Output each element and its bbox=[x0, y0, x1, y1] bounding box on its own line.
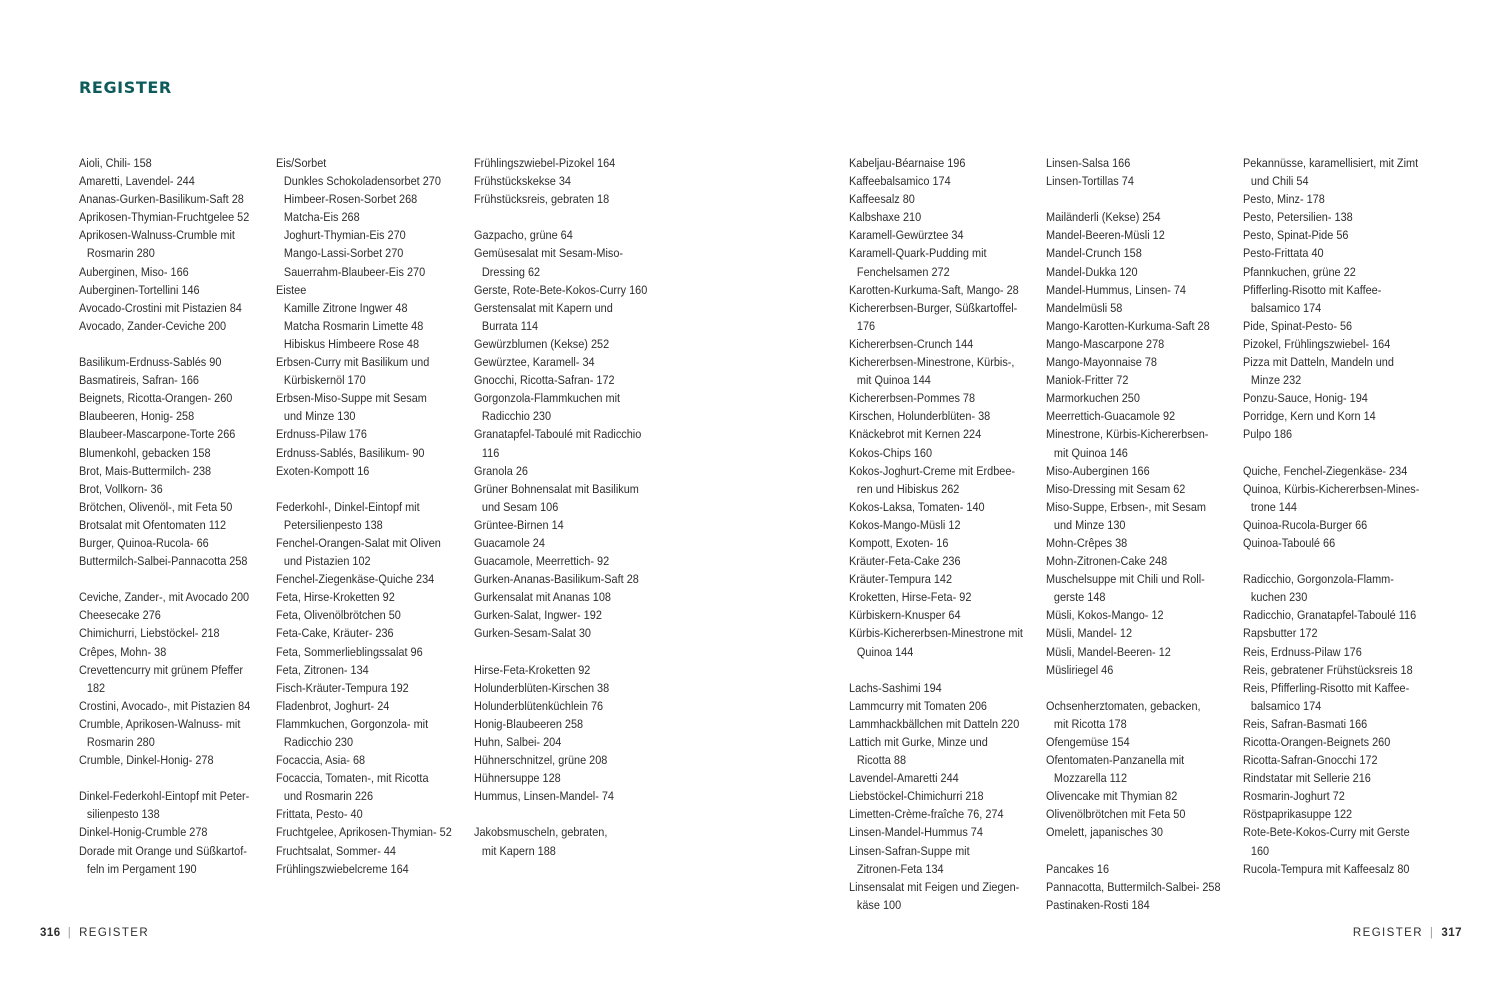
index-entry-line: balsamico 174 bbox=[1250, 300, 1322, 315]
index-entry-line: Flammkuchen, Gorgonzola- mit bbox=[276, 716, 429, 731]
blank-line bbox=[849, 661, 1023, 679]
index-entry-line: Pizokel, Frühlingszwiebel- 164 bbox=[1243, 336, 1391, 351]
index-entry-line: Radicchio, Gorgonzola-Flamm- bbox=[1243, 572, 1394, 587]
index-entry-line: Linsen-Safran-Suppe mit bbox=[849, 843, 970, 858]
index-entry-line: Kalbshaxe 210 bbox=[849, 210, 922, 225]
index-entry-line: Kürbiskernöl 170 bbox=[283, 373, 366, 388]
blank-line bbox=[1046, 842, 1221, 860]
index-entry-line: trone 144 bbox=[1250, 499, 1297, 514]
index-entry-line: Pide, Spinat-Pesto- 56 bbox=[1243, 318, 1353, 333]
index-entry-line: Gerste, Rote-Bete-Kokos-Curry 160 bbox=[474, 282, 648, 297]
index-entry-line: Pesto, Minz- 178 bbox=[1243, 192, 1325, 207]
index-entry-line: kuchen 230 bbox=[1250, 590, 1308, 605]
index-entry-line: Mailänderli (Kekse) 254 bbox=[1046, 210, 1161, 225]
index-entry-line: Dinkel-Federkohl-Eintopf mit Peter- bbox=[79, 789, 250, 804]
index-entry-line: mit Kapern 188 bbox=[481, 843, 556, 858]
index-entry-line: Feta, Sommerlieblingssalat 96 bbox=[276, 644, 423, 659]
footer-separator: | bbox=[1429, 927, 1435, 939]
index-entry-line: Frühstücksreis, gebraten 18 bbox=[474, 192, 610, 207]
index-entry-line: Kürbis-Kichererbsen-Minestrone mit bbox=[849, 626, 1023, 641]
index-entry-line: Linsen-Salsa 166 bbox=[1046, 156, 1131, 170]
index-entry-line: Matcha-Eis 268 bbox=[283, 210, 360, 225]
index-entry-line: Porridge, Kern und Korn 14 bbox=[1243, 409, 1376, 424]
index-entry-line: Mandel-Dukka 120 bbox=[1046, 264, 1138, 279]
index-entry-line: Knäckebrot mit Kernen 224 bbox=[849, 427, 982, 442]
index-entry-line: Mandel-Crunch 158 bbox=[1046, 246, 1142, 261]
index-entry-line: käse 100 bbox=[856, 897, 902, 912]
index-entry-line: Frühlingszwiebel-Pizokel 164 bbox=[474, 156, 616, 170]
right-page-footer bbox=[1353, 927, 1462, 939]
index-entry-line: Röstpaprikasuppe 122 bbox=[1243, 807, 1353, 822]
index-entry-line: Linsen-Tortillas 74 bbox=[1046, 174, 1134, 189]
index-entry-line: Kichererbsen-Burger, Süßkartoffel- bbox=[849, 300, 1018, 315]
left-page-number: 316 bbox=[40, 927, 61, 939]
index-entry-line: Aprikosen-Thymian-Fruchtgelee 52 bbox=[79, 210, 250, 225]
footer-separator: | bbox=[67, 927, 73, 939]
index-entry-line: Mandel-Hummus, Linsen- 74 bbox=[1046, 282, 1187, 297]
index-entry-line: Avocado-Crostini mit Pistazien 84 bbox=[79, 300, 242, 315]
index-entry-line: Rindstatar mit Sellerie 216 bbox=[1243, 771, 1371, 786]
index-entry-line: Müsli, Mandel- 12 bbox=[1046, 626, 1133, 641]
index-entry-line: Ananas-Gurken-Basilikum-Saft 28 bbox=[79, 192, 244, 207]
index-entry-line: Erbsen-Miso-Suppe mit Sesam bbox=[276, 391, 427, 406]
index-entry-line: Frühlingszwiebelcreme 164 bbox=[276, 861, 409, 876]
index-entry-line: Kräuter-Feta-Cake 236 bbox=[849, 554, 961, 569]
index-entry-line: Joghurt-Thymian-Eis 270 bbox=[283, 228, 406, 243]
index-entry-line: mit Quinoa 144 bbox=[856, 373, 931, 388]
index-entry-line: Dinkel-Honig-Crumble 278 bbox=[79, 825, 208, 840]
index-entry-line: Lammhackbällchen mit Datteln 220 bbox=[849, 716, 1020, 731]
index-entry-line: Ofengemüse 154 bbox=[1046, 735, 1130, 749]
index-entry-line: Kürbiskern-Knusper 64 bbox=[849, 608, 961, 623]
index-entry-line: Frittata, Pesto- 40 bbox=[276, 807, 363, 822]
index-entry-line: Reis, gebratener Frühstücksreis 18 bbox=[1243, 662, 1413, 677]
index-column-3 bbox=[474, 154, 647, 860]
index-entry-line: Eis/Sorbet bbox=[276, 156, 327, 170]
index-entry-line: Feta, Olivenölbrötchen 50 bbox=[276, 608, 401, 623]
index-entry-line: balsamico 174 bbox=[1250, 698, 1322, 713]
index-entry-line: Pekannüsse, karamellisiert, mit Zimt bbox=[1243, 156, 1419, 170]
index-entry-line: Mozzarella 112 bbox=[1053, 771, 1128, 786]
blank-line bbox=[1243, 552, 1419, 570]
index-entry-line: Brötchen, Olivenöl-, mit Feta 50 bbox=[79, 499, 233, 514]
index-entry-line: Lammcurry mit Tomaten 206 bbox=[849, 698, 987, 713]
index-entry-line: silienpesto 138 bbox=[86, 807, 160, 822]
index-entry-line: Rote-Bete-Kokos-Curry mit Gerste bbox=[1243, 825, 1410, 840]
index-entry-line: Federkohl-, Dinkel-Eintopf mit bbox=[276, 499, 420, 514]
index-entry-line: und Sesam 106 bbox=[481, 499, 559, 514]
index-entry-line: Pancakes 16 bbox=[1046, 861, 1110, 876]
index-entry-line: Minestrone, Kürbis-Kichererbsen- bbox=[1046, 427, 1209, 442]
index-entry-line: Mohn-Crêpes 38 bbox=[1046, 535, 1128, 550]
index-entry-line: Frühstückskekse 34 bbox=[474, 174, 571, 189]
index-entry-line: Limetten-Crème-fraîche 76, 274 bbox=[849, 807, 1004, 822]
index-entry-line: Dorade mit Orange und Süßkartof- bbox=[79, 843, 247, 858]
index-entry-line: Burrata 114 bbox=[481, 318, 539, 333]
index-entry-line: Kokos-Joghurt-Creme mit Erdbee- bbox=[849, 463, 1016, 478]
index-entry-line: ren und Hibiskus 262 bbox=[856, 481, 960, 496]
index-entry-line: Hibiskus Himbeere Rose 48 bbox=[283, 336, 420, 351]
index-entry-line: Cheesecake 276 bbox=[79, 608, 161, 623]
index-entry-line: Olivenölbrötchen mit Feta 50 bbox=[1046, 807, 1186, 822]
blank-line bbox=[474, 805, 647, 823]
index-entry-line: Mandelmüsli 58 bbox=[1046, 300, 1123, 315]
index-entry-line: Pesto, Spinat-Pide 56 bbox=[1243, 228, 1349, 243]
index-entry-line: Minze 232 bbox=[1250, 373, 1302, 388]
index-entry-line: Kichererbsen-Minestrone, Kürbis-, bbox=[849, 355, 1015, 370]
index-entry-line: Hühnersuppe 128 bbox=[474, 771, 561, 786]
index-entry-line: Mango-Karotten-Kurkuma-Saft 28 bbox=[1046, 318, 1210, 333]
index-entry-line: Pizza mit Datteln, Mandeln und bbox=[1243, 355, 1394, 370]
index-entry-line: Hühnerschnitzel, grüne 208 bbox=[474, 753, 608, 768]
index-entry-line: Pulpo 186 bbox=[1243, 427, 1293, 442]
index-entry-line: Blaubeeren, Honig- 258 bbox=[79, 409, 195, 424]
index-entry-line: Rapsbutter 172 bbox=[1243, 626, 1318, 641]
blank-line bbox=[79, 769, 250, 787]
index-entry-line: Auberginen-Tortellini 146 bbox=[79, 282, 200, 297]
index-entry-line: Miso-Auberginen 166 bbox=[1046, 463, 1150, 478]
index-entry-line: Gnocchi, Ricotta-Safran- 172 bbox=[474, 373, 615, 388]
index-entry-line: Basmatireis, Safran- 166 bbox=[79, 373, 199, 388]
index-entry-line: Mango-Lassi-Sorbet 270 bbox=[283, 246, 404, 261]
index-entry-line: Focaccia, Asia- 68 bbox=[276, 753, 366, 768]
index-entry-line: Erdnuss-Sablés, Basilikum- 90 bbox=[276, 445, 425, 460]
index-entry-line: Auberginen, Miso- 166 bbox=[79, 264, 189, 279]
index-entry-line: Aioli, Chili- 158 bbox=[79, 156, 152, 170]
index-entry-line: Granatapfel-Taboulé mit Radicchio bbox=[474, 427, 642, 442]
index-entry-line: Gewürzblumen (Kekse) 252 bbox=[474, 336, 610, 351]
index-entry-line: Gemüsesalat mit Sesam-Miso- bbox=[474, 246, 624, 261]
index-entry-line: Reis, Erdnuss-Pilaw 176 bbox=[1243, 644, 1362, 659]
index-entry-line: Huhn, Salbei- 204 bbox=[474, 735, 562, 749]
index-entry-line: Liebstöckel-Chimichurri 218 bbox=[849, 789, 984, 804]
index-entry-line: Müsli, Mandel-Beeren- 12 bbox=[1046, 644, 1171, 659]
index-entry-line: Himbeer-Rosen-Sorbet 268 bbox=[283, 192, 418, 207]
index-entry-line: Hummus, Linsen-Mandel- 74 bbox=[474, 789, 615, 804]
blank-line bbox=[474, 208, 647, 226]
index-entry-line: Basilikum-Erdnuss-Sablés 90 bbox=[79, 355, 222, 370]
index-entry-line: Fruchtsalat, Sommer- 44 bbox=[276, 843, 396, 858]
index-entry-line: Aprikosen-Walnuss-Crumble mit bbox=[79, 228, 235, 243]
index-column-5 bbox=[1046, 154, 1221, 914]
index-entry-line: Fladenbrot, Joghurt- 24 bbox=[276, 698, 390, 713]
index-column-1 bbox=[79, 154, 250, 878]
index-entry-line: Holunderblüten-Kirschen 38 bbox=[474, 680, 610, 695]
index-entry-line: Ricotta-Orangen-Beignets 260 bbox=[1243, 735, 1391, 749]
index-entry-line: Pesto-Frittata 40 bbox=[1243, 246, 1324, 261]
index-entry-line: Fisch-Kräuter-Tempura 192 bbox=[276, 680, 409, 695]
index-entry-line: Gurken-Ananas-Basilikum-Saft 28 bbox=[474, 572, 639, 587]
index-column-2 bbox=[276, 154, 452, 878]
index-column-4 bbox=[849, 154, 1023, 914]
index-entry-line: Linsensalat mit Feigen und Ziegen- bbox=[849, 879, 1020, 894]
index-entry-line: Gazpacho, grüne 64 bbox=[474, 228, 573, 243]
index-entry-line: Focaccia, Tomaten-, mit Ricotta bbox=[276, 771, 429, 786]
blank-line bbox=[79, 570, 250, 588]
index-entry-line: Lachs-Sashimi 194 bbox=[849, 680, 942, 695]
index-entry-line: Mango-Mayonnaise 78 bbox=[1046, 355, 1157, 370]
index-entry-line: Guacamole, Meerrettich- 92 bbox=[474, 554, 610, 569]
index-entry-line: Radicchio 230 bbox=[481, 409, 552, 424]
index-entry-line: Mango-Mascarpone 278 bbox=[1046, 336, 1165, 351]
index-entry-line: Pannacotta, Buttermilch-Salbei- 258 bbox=[1046, 879, 1221, 894]
index-entry-line: Kaffeesalz 80 bbox=[849, 192, 915, 207]
index-entry-line: Gorgonzola-Flammkuchen mit bbox=[474, 391, 621, 406]
index-entry-line: Ricotta 88 bbox=[856, 753, 907, 768]
index-entry-line: Quiche, Fenchel-Ziegenkäse- 234 bbox=[1243, 463, 1408, 478]
page-title: REGISTER bbox=[79, 78, 172, 97]
index-entry-line: Ceviche, Zander-, mit Avocado 200 bbox=[79, 590, 250, 605]
index-entry-line: mit Quinoa 146 bbox=[1053, 445, 1128, 460]
index-entry-line: und Pistazien 102 bbox=[283, 554, 371, 569]
left-running-head: REGISTER bbox=[79, 927, 150, 939]
index-entry-line: Fruchtgelee, Aprikosen-Thymian- 52 bbox=[276, 825, 452, 840]
index-entry-line: Gurken-Salat, Ingwer- 192 bbox=[474, 608, 602, 623]
blank-line bbox=[1243, 444, 1419, 462]
index-entry-line: Kirschen, Holunderblüten- 38 bbox=[849, 409, 991, 424]
index-entry-line: Brot, Mais-Buttermilch- 238 bbox=[79, 463, 212, 478]
index-entry-line: Crumble, Dinkel-Honig- 278 bbox=[79, 753, 214, 768]
index-entry-line: Zitronen-Feta 134 bbox=[856, 861, 944, 876]
index-entry-line: Rosmarin-Joghurt 72 bbox=[1243, 789, 1345, 804]
index-entry-line: Feta-Cake, Kräuter- 236 bbox=[276, 626, 394, 641]
index-entry-line: Gewürztee, Karamell- 34 bbox=[474, 355, 595, 370]
index-entry-line: Guacamole 24 bbox=[474, 535, 545, 550]
index-entry-line: und Rosmarin 226 bbox=[283, 789, 374, 804]
index-entry-line: Gurkensalat mit Ananas 108 bbox=[474, 590, 611, 605]
index-entry-line: Brotsalat mit Ofentomaten 112 bbox=[79, 517, 227, 532]
index-entry-line: Honig-Blaubeeren 258 bbox=[474, 716, 584, 731]
index-entry-line: Gerstensalat mit Kapern und bbox=[474, 300, 613, 315]
blank-line bbox=[1046, 679, 1221, 697]
index-entry-line: Linsen-Mandel-Hummus 74 bbox=[849, 825, 983, 840]
index-entry-line: 116 bbox=[481, 445, 500, 460]
index-entry-line: Pfifferling-Risotto mit Kaffee- bbox=[1243, 282, 1382, 297]
index-entry-line: Quinoa, Kürbis-Kichererbsen-Mines- bbox=[1243, 481, 1420, 496]
index-entry-line: Dressing 62 bbox=[481, 264, 541, 279]
index-entry-line: Olivencake mit Thymian 82 bbox=[1046, 789, 1178, 804]
index-entry-line: Lavendel-Amaretti 244 bbox=[849, 771, 959, 786]
index-entry-line: Buttermilch-Salbei-Pannacotta 258 bbox=[79, 554, 248, 569]
index-entry-line: Radicchio, Granatapfel-Taboulé 116 bbox=[1243, 608, 1417, 623]
index-entry-line: Hirse-Feta-Kroketten 92 bbox=[474, 662, 591, 677]
index-entry-line: Grüner Bohnensalat mit Basilikum bbox=[474, 481, 639, 496]
index-entry-line: Karamell-Gewürztee 34 bbox=[849, 228, 964, 243]
index-entry-line: Kräuter-Tempura 142 bbox=[849, 572, 953, 587]
index-entry-line: Blaubeer-Mascarpone-Torte 266 bbox=[79, 427, 236, 442]
index-entry-line: Kokos-Chips 160 bbox=[849, 445, 933, 460]
index-entry-line: Ofentomaten-Panzanella mit bbox=[1046, 753, 1185, 768]
index-entry-line: und Minze 130 bbox=[283, 409, 356, 424]
index-entry-line: Karotten-Kurkuma-Saft, Mango- 28 bbox=[849, 282, 1019, 297]
index-entry-line: Brot, Vollkorn- 36 bbox=[79, 481, 163, 496]
index-entry-line: und Minze 130 bbox=[1053, 517, 1126, 532]
index-entry-line: Ponzu-Sauce, Honig- 194 bbox=[1243, 391, 1368, 406]
index-entry-line: Miso-Suppe, Erbsen-, mit Sesam bbox=[1046, 499, 1206, 514]
index-entry-line: Mandel-Beeren-Müsli 12 bbox=[1046, 228, 1165, 243]
index-entry-line: Ochsenherztomaten, gebacken, bbox=[1046, 698, 1201, 713]
index-entry-line: Beignets, Ricotta-Orangen- 260 bbox=[79, 391, 233, 406]
index-entry-line: Rucola-Tempura mit Kaffeesalz 80 bbox=[1243, 861, 1410, 876]
index-entry-line: Amaretti, Lavendel- 244 bbox=[79, 174, 195, 189]
index-entry-line: Crostini, Avocado-, mit Pistazien 84 bbox=[79, 698, 251, 713]
index-entry-line: Crêpes, Mohn- 38 bbox=[79, 644, 167, 659]
index-entry-line: Erdnuss-Pilaw 176 bbox=[276, 427, 367, 442]
index-entry-line: Reis, Pfifferling-Risotto mit Kaffee- bbox=[1243, 680, 1410, 695]
index-entry-line: Exoten-Kompott 16 bbox=[276, 463, 370, 478]
blank-line bbox=[276, 480, 452, 498]
index-entry-line: Marmorkuchen 250 bbox=[1046, 391, 1140, 406]
index-entry-line: gerste 148 bbox=[1053, 590, 1106, 605]
index-entry-line: Rosmarin 280 bbox=[86, 735, 155, 749]
index-entry-line: Kaffeebalsamico 174 bbox=[849, 174, 951, 189]
index-column-6 bbox=[1243, 154, 1419, 878]
index-entry-line: Kichererbsen-Crunch 144 bbox=[849, 336, 974, 351]
index-entry-line: Rosmarin 280 bbox=[86, 246, 155, 261]
right-page-number: 317 bbox=[1441, 927, 1462, 939]
index-entry-line: Maniok-Fritter 72 bbox=[1046, 373, 1129, 388]
index-entry-line: Blumenkohl, gebacken 158 bbox=[79, 445, 211, 460]
index-entry-line: Mohn-Zitronen-Cake 248 bbox=[1046, 554, 1168, 569]
index-entry-line: Burger, Quinoa-Rucola- 66 bbox=[79, 535, 209, 550]
index-entry-line: Sauerrahm-Blaubeer-Eis 270 bbox=[283, 264, 426, 279]
index-entry-line: mit Ricotta 178 bbox=[1053, 716, 1127, 731]
index-entry-line: Fenchelsamen 272 bbox=[856, 264, 950, 279]
index-entry-line: Gurken-Sesam-Salat 30 bbox=[474, 626, 591, 641]
index-entry-line: und Chili 54 bbox=[1250, 174, 1309, 189]
index-entry-line: Muschelsuppe mit Chili und Roll- bbox=[1046, 572, 1205, 587]
index-entry-line: Fenchel-Ziegenkäse-Quiche 234 bbox=[276, 572, 435, 587]
index-entry-line: Grüntee-Birnen 14 bbox=[474, 517, 564, 532]
index-entry-line: Miso-Dressing mit Sesam 62 bbox=[1046, 481, 1186, 496]
index-entry-line: 176 bbox=[856, 318, 876, 333]
index-entry-line: Crumble, Aprikosen-Walnuss- mit bbox=[79, 716, 241, 731]
index-entry-line: Jakobsmuscheln, gebraten, bbox=[474, 825, 608, 840]
blank-line bbox=[474, 643, 647, 661]
index-entry-line: Quinoa-Taboulé 66 bbox=[1243, 535, 1336, 550]
index-entry-line: Kabeljau-Béarnaise 196 bbox=[849, 156, 966, 170]
index-entry-line: Feta, Zitronen- 134 bbox=[276, 662, 369, 677]
index-entry-line: Kompott, Exoten- 16 bbox=[849, 535, 949, 550]
index-entry-line: Erbsen-Curry mit Basilikum und bbox=[276, 355, 430, 370]
index-entry-line: Matcha Rosmarin Limette 48 bbox=[283, 318, 424, 333]
index-entry-line: Quinoa-Rucola-Burger 66 bbox=[1243, 517, 1368, 532]
index-entry-line: Petersilienpesto 138 bbox=[283, 517, 383, 532]
right-running-head: REGISTER bbox=[1352, 927, 1423, 939]
index-entry-line: Kroketten, Hirse-Feta- 92 bbox=[849, 590, 972, 605]
left-page-footer bbox=[40, 927, 149, 939]
blank-line bbox=[79, 335, 250, 353]
index-entry-line: Reis, Safran-Basmati 166 bbox=[1243, 716, 1368, 731]
index-entry-line: Quinoa 144 bbox=[856, 644, 914, 659]
index-entry-line: Feta, Hirse-Kroketten 92 bbox=[276, 590, 395, 605]
index-entry-line: feln im Pergament 190 bbox=[86, 861, 197, 876]
blank-line bbox=[1046, 190, 1221, 208]
index-entry-line: Karamell-Quark-Pudding mit bbox=[849, 246, 987, 261]
index-entry-line: Müsliriegel 46 bbox=[1046, 662, 1114, 677]
index-entry-line: Holunderblütenküchlein 76 bbox=[474, 698, 604, 713]
index-entry-line: Granola 26 bbox=[474, 463, 528, 478]
index-entry-line: Chimichurri, Liebstöckel- 218 bbox=[79, 626, 220, 641]
index-entry-line: Kokos-Laksa, Tomaten- 140 bbox=[849, 499, 985, 514]
index-entry-line: Kichererbsen-Pommes 78 bbox=[849, 391, 976, 406]
index-entry-line: Lattich mit Gurke, Minze und bbox=[849, 735, 988, 749]
index-entry-line: Pfannkuchen, grüne 22 bbox=[1243, 264, 1356, 279]
index-entry-line: 160 bbox=[1250, 843, 1270, 858]
index-entry-line: Müsli, Kokos-Mango- 12 bbox=[1046, 608, 1164, 623]
index-entry-line: Kamille Zitrone Ingwer 48 bbox=[283, 300, 408, 315]
index-entry-line: Ricotta-Safran-Gnocchi 172 bbox=[1243, 753, 1378, 768]
index-entry-line: Pesto, Petersilien- 138 bbox=[1243, 210, 1353, 225]
index-entry-line: Fenchel-Orangen-Salat mit Oliven bbox=[276, 535, 441, 550]
index-entry-line: Crevettencurry mit grünem Pfeffer bbox=[79, 662, 244, 677]
index-entry-line: Meerrettich-Guacamole 92 bbox=[1046, 409, 1176, 424]
index-entry-line: Omelett, japanisches 30 bbox=[1046, 825, 1163, 840]
index-entry-line: 182 bbox=[86, 680, 106, 695]
index-entry-line: Kokos-Mango-Müsli 12 bbox=[849, 517, 961, 532]
index-entry-line: Avocado, Zander-Ceviche 200 bbox=[79, 318, 227, 333]
index-entry-line: Dunkles Schokoladensorbet 270 bbox=[283, 174, 441, 189]
index-entry-line: Pastinaken-Rosti 184 bbox=[1046, 897, 1150, 912]
index-entry-line: Eistee bbox=[276, 282, 307, 297]
index-entry-line: Radicchio 230 bbox=[283, 735, 354, 749]
